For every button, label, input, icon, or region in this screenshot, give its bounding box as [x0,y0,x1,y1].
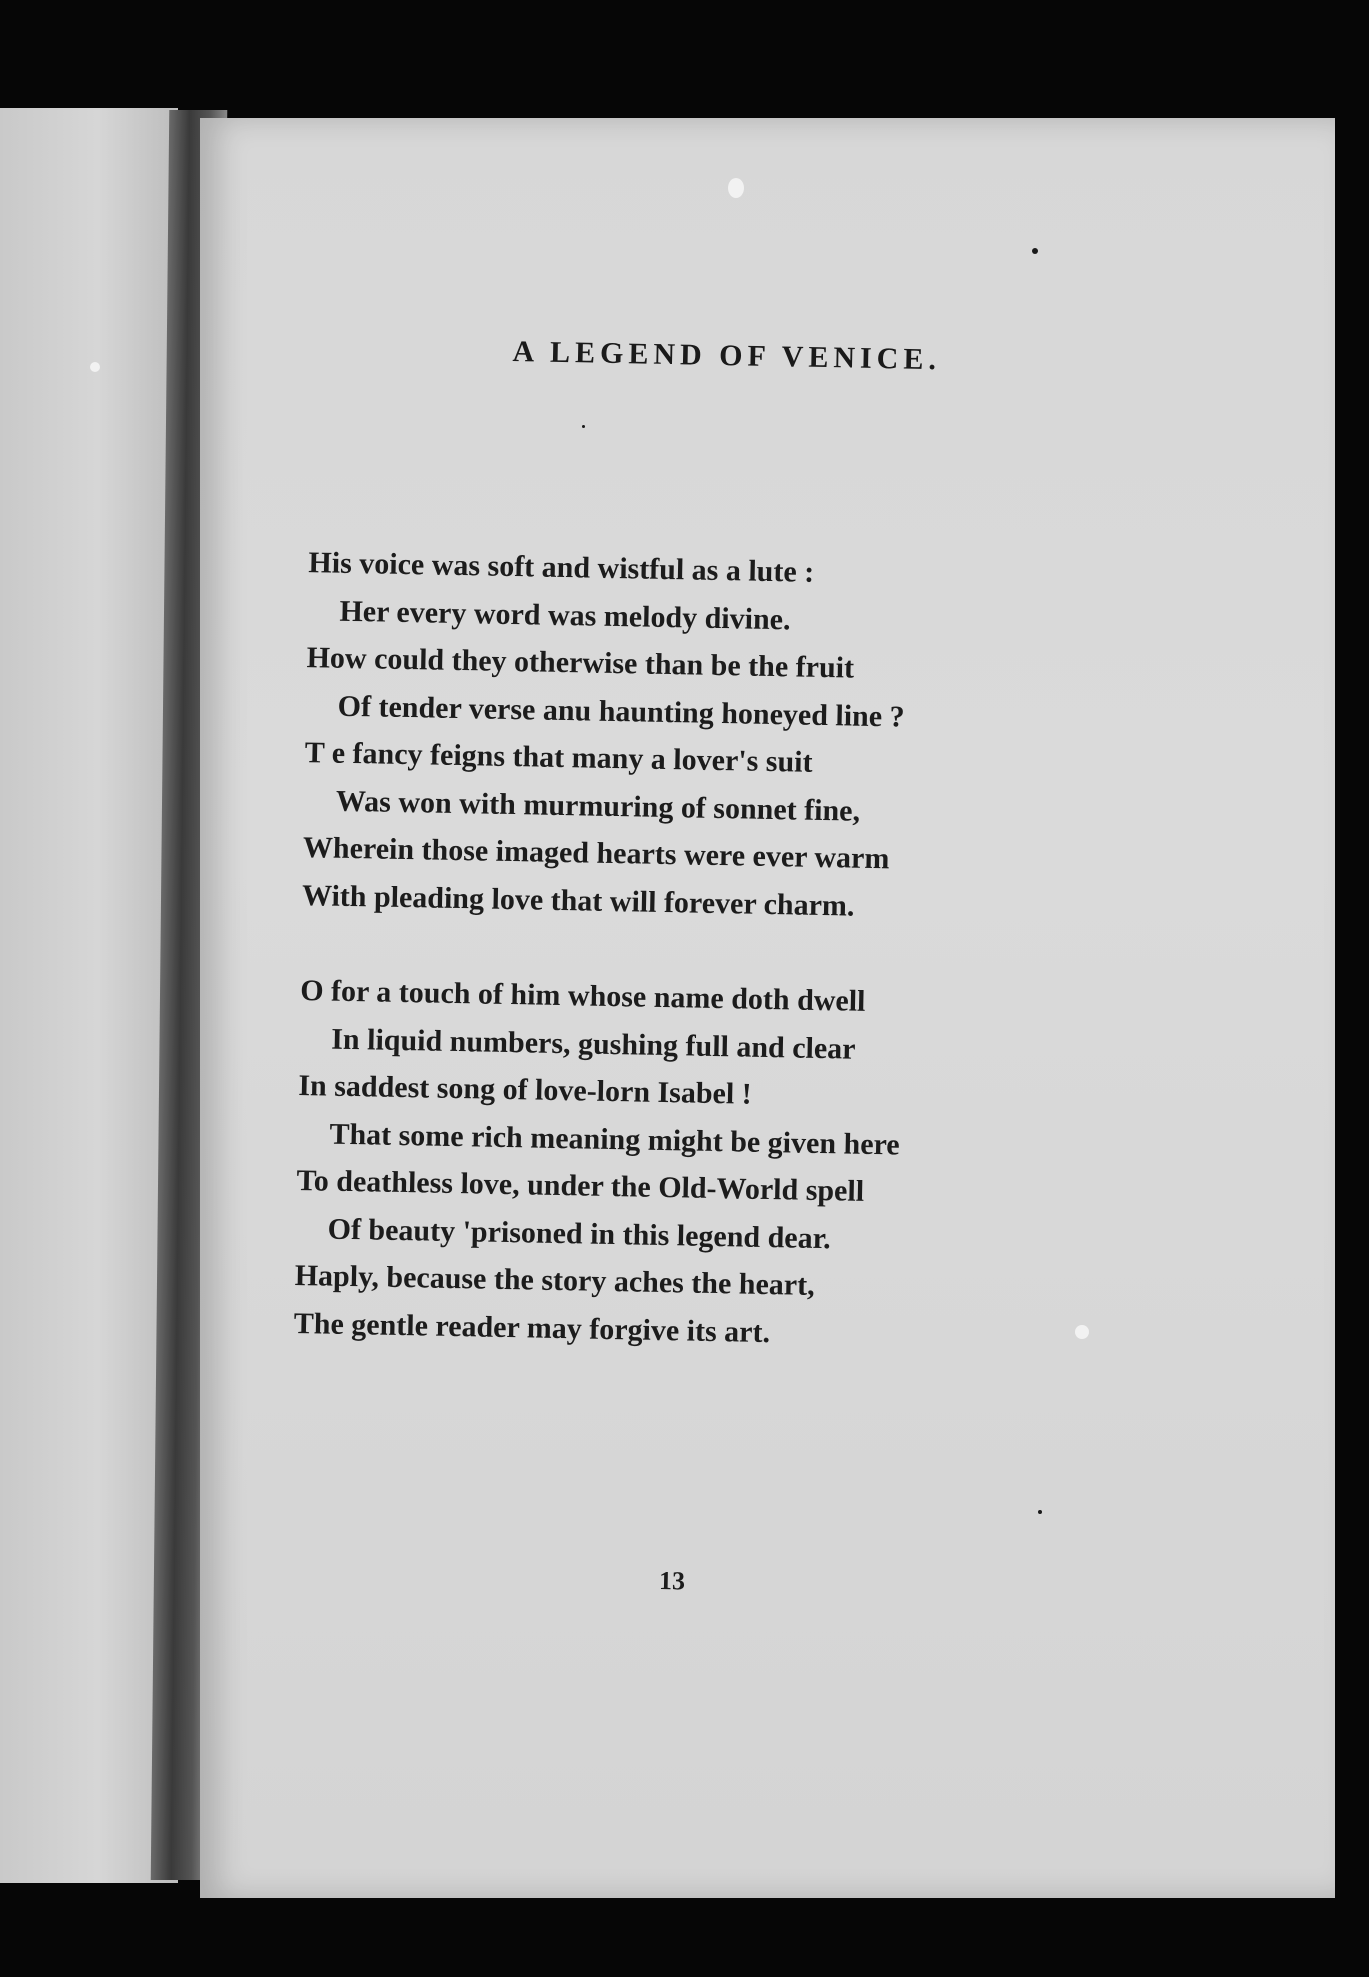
poem-line: Her every word was melody divine. [339,594,791,636]
poem-line: In saddest song of love-lorn Isabel ! [298,1069,753,1111]
poem-body [292,539,1068,1409]
poem-line: Was won with murmuring of sonnet fine, [335,784,861,828]
previous-page-edge [0,108,178,1883]
poem-line: To deathless love, under the Old-World spell [296,1163,865,1208]
stanza-1 [302,539,1069,934]
stanza-2 [293,967,1060,1362]
book-page [200,118,1335,1898]
poem-line: T e fancy feigns that many a lover's suit [304,736,813,779]
poem-line: O for a touch of him whose name doth dwell [299,974,866,1018]
poem-line: In liquid numbers, gushing full and clear [331,1022,856,1066]
poem-line: Wherein those imaged hearts were ever warm [302,831,890,876]
scan-speck [1032,248,1038,254]
scan-speck [1038,1510,1042,1514]
page-number: 13 [658,1566,686,1596]
page-content [183,107,1352,1908]
poem-line: The gentle reader may forgive its art. [293,1306,771,1349]
poem-line: With pleading love that will forever charm. [301,878,855,923]
scan-speck [90,362,100,372]
scan-speck [728,178,744,198]
poem-line: That some rich meaning might be given here [329,1117,900,1162]
poem-line: How could they otherwise than be the fruit [306,641,855,685]
scan-speck [582,425,585,428]
scan-speck [1075,1325,1089,1339]
poem-title: A LEGEND OF VENICE. [512,334,942,377]
poem-line: His voice was soft and wistful as a lute : [308,546,815,589]
poem-line: Haply, because the story aches the heart, [294,1258,815,1302]
poem-line: Of tender verse anu haunting honeyed line ? [337,689,905,734]
poem-line: Of beauty 'prisoned in this legend dear. [327,1212,832,1255]
